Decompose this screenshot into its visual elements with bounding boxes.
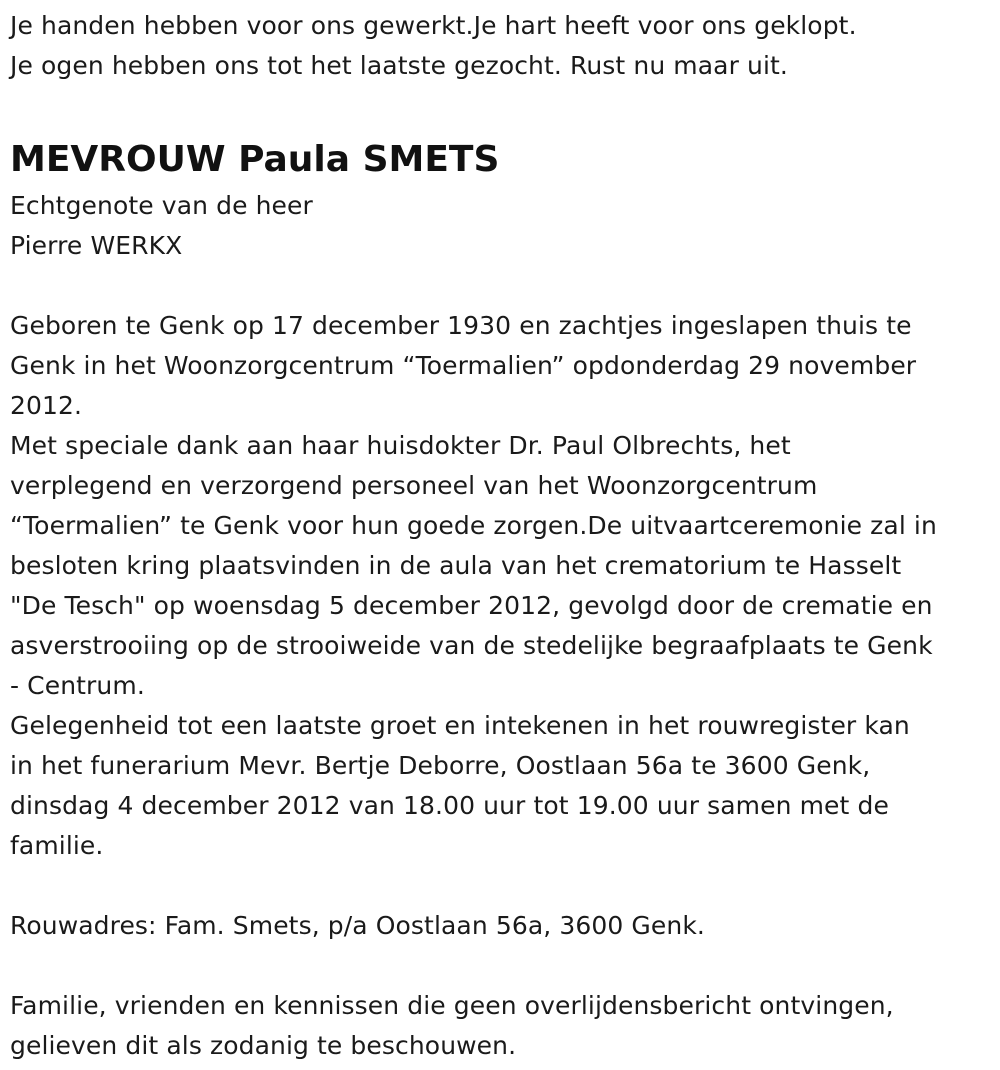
deceased-name: MEVROUW Paula SMETS — [10, 139, 500, 180]
paragraph-line: verplegend en verzorgend personeel van het Woonzorgcentrum — [10, 471, 818, 500]
paragraph-line: asverstrooiing op de strooiweide van de stedelijke begraafplaats te Genk — [10, 631, 933, 660]
paragraph-line: Familie, vrienden en kennissen die geen overlijdensbericht ontvingen, — [10, 991, 894, 1020]
paragraph-line: Geboren te Genk op 17 december 1930 en zachtjes ingeslapen thuis te — [10, 311, 912, 340]
spacer — [10, 266, 995, 306]
paragraph-line: dinsdag 4 december 2012 van 18.00 uur tot 19.00 uur samen met de — [10, 791, 889, 820]
paragraph-line: “Toermalien” te Genk voor hun goede zorgen.De uitvaartceremonie zal in — [10, 511, 937, 540]
spacer — [10, 866, 995, 906]
spacer — [10, 86, 995, 134]
relation-block — [10, 186, 995, 266]
paragraph-line: in het funerarium Mevr. Bertje Deborre, Oostlaan 56a te 3600 Genk, — [10, 751, 871, 780]
relation-line: Echtgenote van de heer — [10, 191, 313, 220]
relation-line: Pierre WERKX — [10, 231, 183, 260]
paragraph-line: besloten kring plaatsvinden in de aula van het crematorium te Hasselt — [10, 551, 902, 580]
verse-line: Je ogen hebben ons tot het laatste gezocht. Rust nu maar uit. — [10, 51, 788, 80]
mourning-address: Rouwadres: Fam. Smets, p/a Oostlaan 56a, 3600 Genk. — [10, 911, 705, 940]
paragraph-line: - Centrum. — [10, 671, 145, 700]
ceremony-paragraph — [10, 426, 995, 706]
verse-line: Je handen hebben voor ons gewerkt.Je hart heeft voor ons geklopt. — [10, 11, 857, 40]
spacer — [10, 946, 995, 986]
paragraph-line: 2012. — [10, 391, 83, 420]
paragraph-line: Met speciale dank aan haar huisdokter Dr. Paul Olbrechts, het — [10, 431, 791, 460]
visitation-paragraph — [10, 706, 995, 866]
paragraph-line: "De Tesch" op woensdag 5 december 2012, gevolgd door de crematie en — [10, 591, 933, 620]
memorial-verse — [10, 6, 995, 86]
paragraph-line: familie. — [10, 831, 104, 860]
birth-death-paragraph — [10, 306, 995, 426]
paragraph-line: gelieven dit als zodanig te beschouwen. — [10, 1031, 517, 1060]
paragraph-line: Gelegenheid tot een laatste groet en intekenen in het rouwregister kan — [10, 711, 910, 740]
closing-notice — [10, 986, 995, 1066]
obituary-notice — [10, 0, 995, 1066]
paragraph-line: Genk in het Woonzorgcentrum “Toermalien” opdonderdag 29 november — [10, 351, 917, 380]
